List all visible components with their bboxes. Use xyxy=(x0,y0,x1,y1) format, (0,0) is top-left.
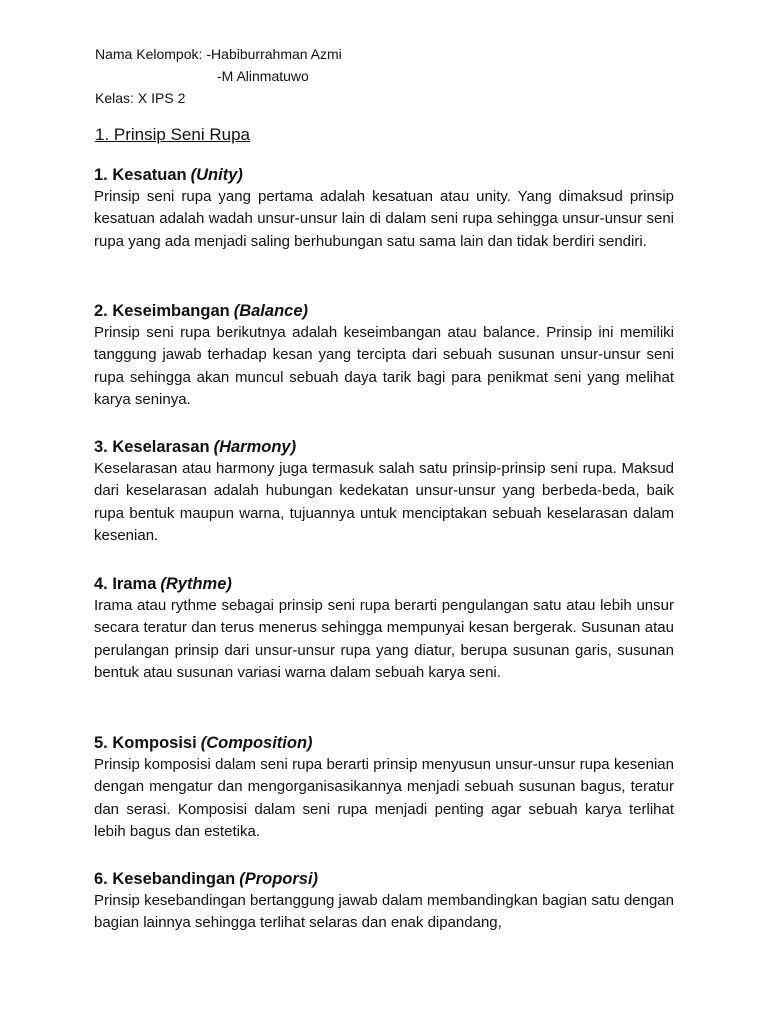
section-irama xyxy=(94,573,674,684)
section-komposisi xyxy=(94,732,674,843)
section-heading xyxy=(94,164,674,186)
section-heading-english: (Proporsi) xyxy=(239,870,319,888)
section-heading-english: (Unity) xyxy=(190,166,243,184)
class-line xyxy=(95,89,185,107)
group-name-label: Nama Kelompok: xyxy=(95,46,203,62)
section-heading-text: 2. Keseimbangan xyxy=(94,302,230,320)
section-heading-text: 1. Kesatuan xyxy=(94,166,187,184)
section-heading-english: (Composition) xyxy=(200,734,313,752)
section-body: Prinsip komposisi dalam seni rupa berarti prinsip menyusun unsur-unsur rupa kesenian dengan mengatur dan mengorganisasikannya menjadi sebuah susunan bagus, teratur dan serasi. Komposisi dalam seni rupa menjadi penting agar sebuah karya terlihat lebih bagus dan estetika. xyxy=(94,756,674,840)
section-heading xyxy=(94,436,674,458)
section-heading-text: 3. Keselarasan xyxy=(94,438,210,456)
document-title: 1. Prinsip Seni Rupa xyxy=(95,125,250,144)
section-body: Keselarasan atau harmony juga termasuk salah satu prinsip-prinsip seni rupa. Maksud dari keselarasan adalah hubungan kedekatan unsur-unsur yang berbeda-beda, baik rupa bentuk maupun warna, tujuannya untuk menciptakan sebuah keselarasan dalam kesenian. xyxy=(94,460,674,544)
section-heading-text: 4. Irama xyxy=(94,575,157,593)
section-heading-text: 6. Kesebandingan xyxy=(94,870,236,888)
section-heading-english: (Harmony) xyxy=(213,438,297,456)
section-body: Prinsip seni rupa berikutnya adalah keseimbangan atau balance. Prinsip ini memiliki tanggung jawab terhadap kesan yang tercipta dari sebuah susunan unsur-unsur seni rupa sehingga akan muncul sebuah daya tarik bagi para penikmat seni yang melihat karya seninya. xyxy=(94,324,674,408)
section-keselarasan xyxy=(94,436,674,547)
section-heading xyxy=(94,573,674,595)
section-body: Prinsip kesebandingan bertanggung jawab dalam membandingkan bagian satu dengan bagian lainnya sehingga terlihat selaras dan enak dipandang, xyxy=(94,892,674,932)
section-heading-english: (Balance) xyxy=(233,302,308,320)
group-name-line xyxy=(95,45,342,63)
section-heading xyxy=(94,732,674,754)
group-member-line-2 xyxy=(217,67,309,85)
section-heading-text: 5. Komposisi xyxy=(94,734,197,752)
section-kesatuan xyxy=(94,164,674,253)
group-member-1: -Habiburrahman Azmi xyxy=(206,46,342,62)
section-heading-english: (Rythme) xyxy=(160,575,232,593)
section-keseimbangan xyxy=(94,300,674,411)
section-heading xyxy=(94,300,674,322)
class-value: X IPS 2 xyxy=(137,90,186,106)
section-body: Prinsip seni rupa yang pertama adalah kesatuan atau unity. Yang dimaksud prinsip kesatuan adalah wadah unsur-unsur lain di dalam seni rupa sehingga unsur-unsur seni rupa yang ada menjadi saling berhubungan satu sama lain dan tidak berdiri sendiri. xyxy=(94,188,674,250)
section-body: Irama atau rythme sebagai prinsip seni rupa berarti pengulangan satu atau lebih unsur secara teratur dan terus menerus sehingga mempunyai kesan bergerak. Susunan atau perulangan prinsip dari unsur-unsur rupa yang diatur, berupa susunan garis, susunan bentuk atau susunan variasi warna dalam sebuah karya seni. xyxy=(94,597,674,681)
section-kesebandingan xyxy=(94,868,674,935)
class-label: Kelas: xyxy=(95,90,134,106)
section-heading xyxy=(94,868,674,890)
group-member-2: -M Alinmatuwo xyxy=(217,68,309,84)
